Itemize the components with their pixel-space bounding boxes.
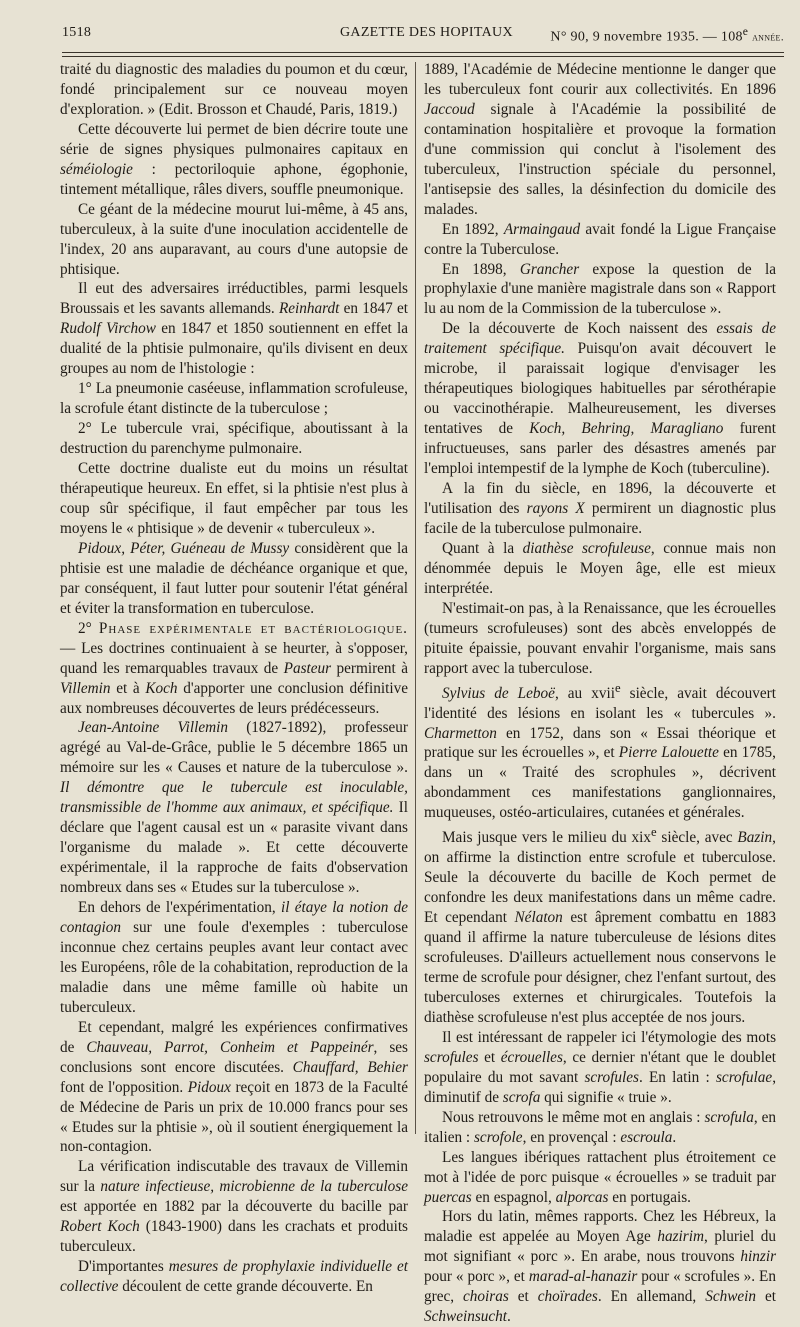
paragraph: Jean-Antoine Villemin (1827-1892), professeur agrégé au Val-de-Grâce, publie le 5 décembre 1865 un mémoire sur les « Causes et nature de la tuberculose ». Il démontre que le tubercule est inoculable, transmissible de l'homme aux animaux, et spécifique. Il déclare que l'agent causal est un « parasite vivant dans l'organisme du malade ». Et cette découverte expérimentale, il la rapproche de faits d'observation nombreux dans ses « Etudes sur la tuberculose ». bbox=[60, 719, 408, 897]
paragraph: Il est intéressant de rappeler ici l'étymologie des mots scrofules et écrouelles, ce dernier n'étant que le doublet populaire du mot savant scrofules. En latin : scrofulae, diminutif de scrofa qui signifie « truie ». bbox=[424, 1028, 776, 1106]
paragraph: Hors du latin, mêmes rapports. Chez les Hébreux, la maladie est appelée au Moyen Age hazirim, pluriel du mot signifiant « porc ». En arabe, nous trouvons hinzir pour « porc », et marad-al-hanazir pour « scrofules ». En grec, choiras et choïrades. En allemand, Schwein et Schweinsucht. bbox=[424, 1208, 776, 1326]
paragraph: De la découverte de Koch naissent des essais de traitement spécifique. Puisqu'on avait découvert le microbe, il paraissait logique d'envisager les thérapeutiques biologiques habituelles par sérothérapie ou vaccinothérapie. Malheureusement, les diverses tentatives de Koch, Behring, Maragliano furent infructueuses, sans parler des désastres amenés par l'emploi intempestif de la lymphe de Koch (tuberculine). bbox=[424, 320, 776, 478]
paragraph: N'estimait-on pas, à la Renaissance, que les écrouelles (tumeurs scrofuleuses) sont des abcès enveloppés de pituite épaissie, pouvant envahir l'organisme, mais sans rapport avec la tuberculose. bbox=[424, 599, 776, 677]
running-header bbox=[62, 25, 784, 49]
paragraph: A la fin du siècle, en 1896, la découverte et l'utilisation des rayons X permirent un diagnostic plus facile de la tuberculose pulmonaire. bbox=[424, 480, 776, 537]
paragraph: Cette découverte lui permet de bien décrire toute une série de signes physiques pulmonaires capitaux en séméiologie : pectoriloquie aphone, égophonie, tintement métallique, râles divers, souffle pneumonique. bbox=[60, 120, 408, 198]
page-number: 1518 bbox=[62, 25, 92, 40]
section-heading: Phase expérimentale et bactériologique. bbox=[98, 619, 408, 637]
paragraph: Sylvius de Leboë, au xvii$^e$ siècle, avait découvert l'identité des lésions en isolant les « tubercules ». Charmetton en 1752, dans son « Essai théorique et pratique sur les écrouelles », et Pierre Lalouette en 1785, dans un « Traité des scrophules », décrivent abondamment ces manifestations ganglionnaires, muqueuses, ostéo-articulaires, cutanées et générales. bbox=[424, 680, 776, 822]
header-rule-top bbox=[62, 52, 784, 53]
paragraph: D'importantes mesures de prophylaxie individuelle et collective découlent de cette grande découverte. En bbox=[60, 1258, 408, 1296]
column-divider bbox=[415, 62, 416, 1134]
paragraph: La vérification indiscutable des travaux de Villemin sur la nature infectieuse, microbienne de la tuberculose est apportée en 1882 par la découverte du bacille par Robert Koch (1843-1900) dans les crachats et produits tuberculeux. bbox=[60, 1158, 408, 1256]
left-column bbox=[60, 60, 408, 1296]
paragraph: En 1892, Armaingaud avait fondé la Ligue Française contre la Tuberculose. bbox=[424, 220, 776, 258]
paragraph: Et cependant, malgré les expériences confirmatives de Chauveau, Parrot, Conheim et Pappeinér, ses conclusions sont encore discutées. Chauffard, Behier font de l'opposition. Pidoux reçoit en 1873 de la Faculté de Médecine de Paris un prix de 10.000 francs pour ses « Etudes sur la phtisie », où il soutient énergiquement la non-contagion. bbox=[60, 1018, 408, 1156]
paragraph: Les langues ibériques rattachent plus étroitement ce mot à l'idée de porc puisque « écrouelles » se traduit par puercas en espagnol, alporcas en portugais. bbox=[424, 1148, 776, 1206]
paragraph: Mais jusque vers le milieu du xix$^e$ siècle, avec Bazin, on affirme la distinction entre scrofule et tuberculose. Seule la découverte du bacille de Koch permet de confondre les deux manifestations dans un même cadre. Et cependant Nélaton est âprement combattu en 1883 quand il affirme la nature tuberculeuse de lésions dites scrofuleuses. D'ailleurs actuellement nous conservons le terme de scrofule pour désigner, chez l'enfant surtout, des tuberculoses externes et chirurgicales. Toutefois la diathèse scrofuleuse n'est plus acceptée de nos jours. bbox=[424, 825, 776, 1026]
paragraph: Quant à la diathèse scrofuleuse, connue mais non dénommée depuis le Moyen âge, elle est mieux interprétée. bbox=[424, 539, 777, 597]
paragraph: En dehors de l'expérimentation, il étaye la notion de contagion sur une foule d'exemples : tuberculose inconnue chez certains peuples avant leur contact avec les Européens, rôle de la cohabitation, reproduction de la maladie dans une même famille où habite un tuberculeux. bbox=[60, 899, 408, 1016]
paragraph: Pidoux, Péter, Guéneau de Mussy considèrent que la phtisie est une maladie de déchéance organique et que, par conséquent, il faut lutter pour soutenir l'état général et éviter la transformation en tuberculose. bbox=[60, 539, 408, 617]
paragraph: Il eut des adversaires irréductibles, parmi lesquels Broussais et les savants allemands. Reinhardt en 1847 et Rudolf Virchow en 1847 et 1850 soutiennent en effet la dualité de la phtisie pulmonaire, qu'ils divisent en deux groupes au nom de l'histologie : bbox=[60, 280, 408, 378]
paragraph: Cette doctrine dualiste eut du moins un résultat thérapeutique heureux. En effet, si la phtisie n'est plus à coup sûr spécifique, il faut empêcher par tous les moyens le « phtisique » de devenir « tuberculeux ». bbox=[60, 460, 408, 537]
paragraph: Nous retrouvons le même mot en anglais : scrofula, en italien : scrofole, en provençal : escroula. bbox=[424, 1108, 776, 1146]
journal-title: GAZETTE DES HOPITAUX bbox=[340, 25, 513, 40]
section-heading-paragraph: 2° Phase expérimentale et bactériologique. — Les doctrines continuaient à se heurter, à s'opposer, quand les remarquables travaux de Pasteur permirent à Villemin et à Koch d'apporter une conclusion définitive aux nombreuses découvertes de leurs prédécesseurs. bbox=[60, 619, 408, 717]
paragraph: 1° La pneumonie caséeuse, inflammation scrofuleuse, la scrofule étant distincte de la tuberculose ; bbox=[60, 380, 408, 418]
issue-info: N° 90, 9 novembre 1935. — 108e année. bbox=[550, 25, 784, 45]
paragraph: 1889, l'Académie de Médecine mentionne le danger que les tuberculeux font courir aux collectivités. En 1896 Jaccoud signale à l'Académie la possibilité de contamination hospitalière et provoque la formation d'une commission qui conclut à l'isolement des tuberculeux, l'instruction spéciale du personnel, l'antisepsie des salles, la désinfection du domicile des malades. bbox=[424, 61, 776, 218]
paragraph: Ce géant de la médecine mourut lui-même, à 45 ans, tuberculeux, à la suite d'une inoculation accidentelle de l'index, 20 ans auparavant, au cours d'une autopsie de phtisique. bbox=[60, 200, 408, 278]
paragraph: En 1898, Grancher expose la question de la prophylaxie d'une manière magistrale dans son « Rapport lu au nom de la Commission de la tuberculose ». bbox=[424, 260, 776, 318]
paragraph: 2° Le tubercule vrai, spécifique, aboutissant à la destruction du parenchyme pulmonaire. bbox=[60, 420, 408, 458]
header-rule-bottom bbox=[62, 56, 784, 57]
right-column bbox=[424, 60, 777, 1326]
paragraph: traité du diagnostic des maladies du poumon et du cœur, fondé principalement sur ce nouveau moyen d'exploration. » (Edit. Brosson et Chaudé, Paris, 1819.) bbox=[60, 61, 408, 118]
